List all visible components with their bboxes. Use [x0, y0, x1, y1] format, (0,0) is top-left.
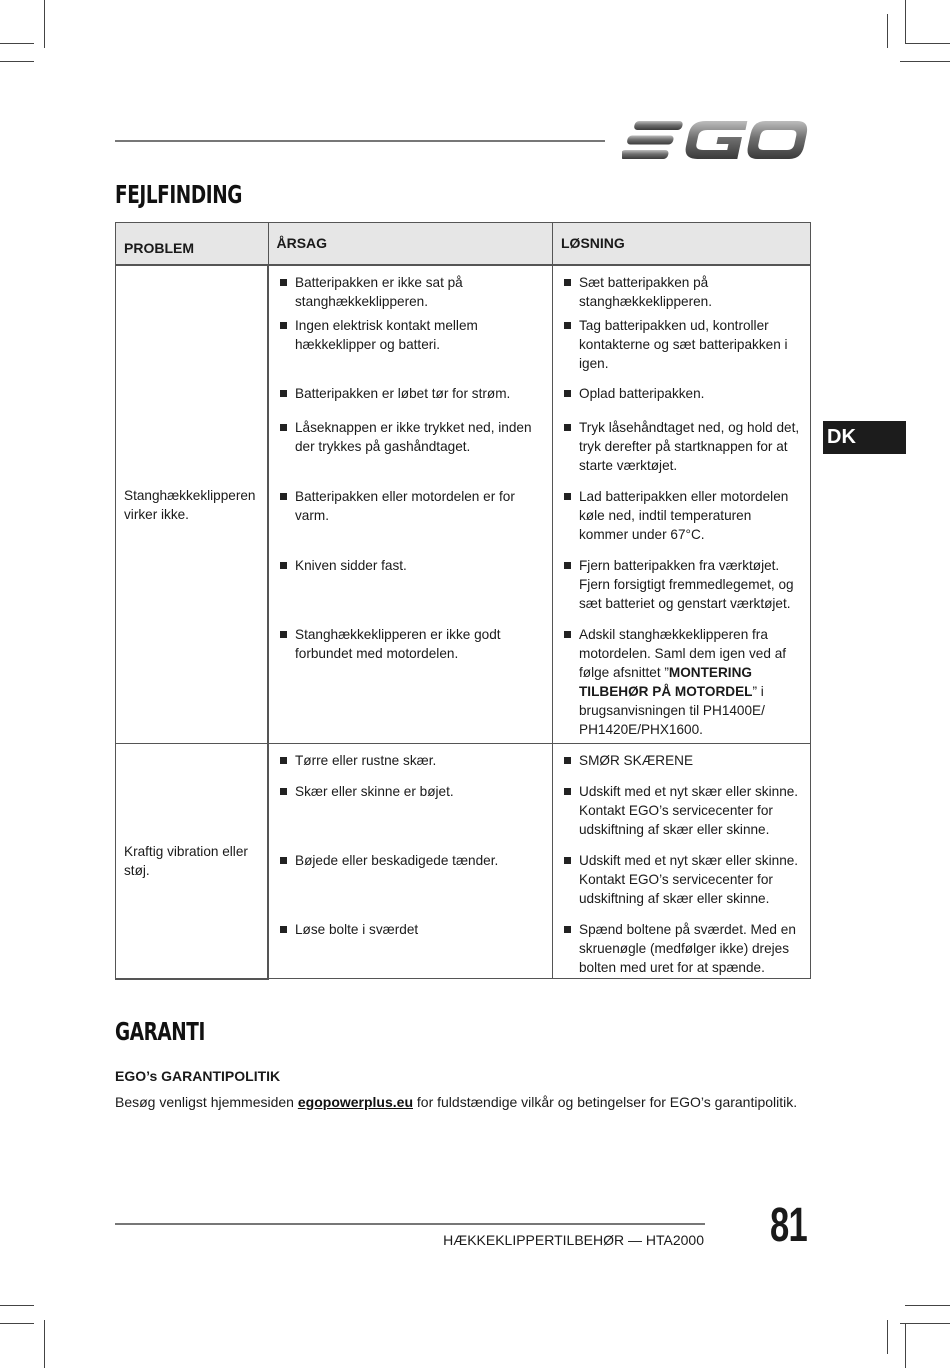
- cause-item: Ingen elektrisk kontakt mellem hækkeklipper og batteri.: [277, 316, 544, 354]
- header-cause: ÅRSAG: [268, 223, 553, 266]
- warranty-link[interactable]: egopowerplus.eu: [297, 1094, 413, 1110]
- crop-mark: [905, 1305, 950, 1306]
- crop-mark: [0, 1323, 34, 1324]
- solution-item: Fjern batteripakken fra værktøjet. Fjern forsigtigt fremmedlegemet, og sæt batteriet og genstart værktøjet.: [561, 556, 802, 613]
- section-title-troubleshooting: FEJLFINDING: [115, 180, 242, 209]
- warranty-text-after: for fuldstændige vilkår og betingelser for EGO’s garantipolitik.: [413, 1094, 798, 1110]
- crop-mark: [44, 1320, 45, 1368]
- cause-item: Låseknappen er ikke trykket ned, inden der trykkes på gashåndtaget.: [277, 418, 544, 456]
- ego-logo: [622, 118, 810, 162]
- cause-item: Løse bolte i sværdet: [277, 920, 544, 939]
- solution-item: Spænd boltene på sværdet. Med en skruenøgle (medfølger ikke) drejes bolten med uret for at spænde.: [561, 920, 802, 977]
- cause-item: Stanghækkeklipperen er ikke godt forbundet med motordelen.: [277, 625, 544, 663]
- solution-item: Udskift med et nyt skær eller skinne. Kontakt EGO’s servicecenter for udskiftning af skær eller skinne.: [561, 851, 802, 908]
- problem-cell: Stanghækkeklipperen virker ikke.: [116, 265, 269, 744]
- solution-item: Udskift med et nyt skær eller skinne. Kontakt EGO’s servicecenter for udskiftning af skær eller skinne.: [561, 782, 802, 839]
- table-header-row: [116, 223, 811, 266]
- solution-item: Lad batteripakken eller motordelen køle ned, indtil temperaturen kommer under 67°C.: [561, 487, 802, 544]
- solution-item: Oplad batteripakken.: [561, 384, 802, 403]
- problem-cell: Kraftig vibration eller støj.: [116, 744, 269, 979]
- page-number: 81: [770, 1199, 808, 1252]
- header-solution: LØSNING: [553, 223, 811, 266]
- solution-item: SMØR SKÆRENE: [561, 751, 802, 770]
- cause-item: Skær eller skinne er bøjet.: [277, 782, 544, 801]
- cause-item: Batteripakken eller motordelen er for varm.: [277, 487, 544, 525]
- solution-item: Tryk låsehåndtaget ned, og hold det, tryk derefter på startknappen for at starte værktøjet.: [561, 418, 802, 475]
- footer-text: HÆKKEKLIPPERTILBEHØR — HTA2000: [443, 1232, 704, 1248]
- header-rule: [115, 140, 605, 142]
- table-row: [116, 744, 811, 783]
- section-title-warranty: GARANTI: [115, 1017, 205, 1046]
- crop-mark: [900, 61, 950, 62]
- crop-mark: [0, 1305, 34, 1306]
- troubleshooting-table: [115, 222, 811, 980]
- warranty-text-before: Besøg venligst hjemmesiden: [115, 1094, 298, 1110]
- cause-item: Batteripakken er løbet tør for strøm.: [277, 384, 544, 403]
- section-reference: MONTERING TILBEHØR PÅ MOTORDEL: [579, 665, 753, 699]
- footer-rule: [115, 1223, 705, 1225]
- warranty-text: [115, 1094, 797, 1110]
- header-problem: PROBLEM: [116, 223, 269, 266]
- solution-text: Adskil stanghækkeklipperen fra motordelen. Saml dem igen ved af følge afsnittet ”: [579, 627, 787, 680]
- crop-mark: [887, 14, 888, 48]
- cause-item: Tørre eller rustne skær.: [277, 751, 544, 770]
- warranty-subtitle: EGO’s GARANTIPOLITIK: [115, 1068, 281, 1084]
- cause-item: Batteripakken er ikke sat på stanghækkeklipperen.: [277, 273, 544, 311]
- solution-text: ” i brugsanvisningen til PH1400E/ PH1420E/PHX1600.: [579, 684, 765, 737]
- crop-mark: [905, 43, 950, 44]
- crop-mark: [0, 43, 34, 44]
- crop-mark: [887, 1320, 888, 1354]
- language-tab: DK: [823, 421, 906, 454]
- table-row: [116, 265, 811, 316]
- crop-mark: [44, 0, 45, 48]
- cause-item: Kniven sidder fast.: [277, 556, 544, 575]
- solution-item: [561, 625, 802, 739]
- solution-item: Tag batteripakken ud, kontroller kontakterne og sæt batteripakken i igen.: [561, 316, 802, 373]
- crop-mark: [905, 1323, 906, 1368]
- crop-mark: [900, 1323, 950, 1324]
- crop-mark: [905, 0, 906, 44]
- cause-item: Bøjede eller beskadigede tænder.: [277, 851, 544, 870]
- crop-mark: [0, 61, 34, 62]
- solution-item: Sæt batteripakken på stanghækkeklipperen.: [561, 273, 802, 311]
